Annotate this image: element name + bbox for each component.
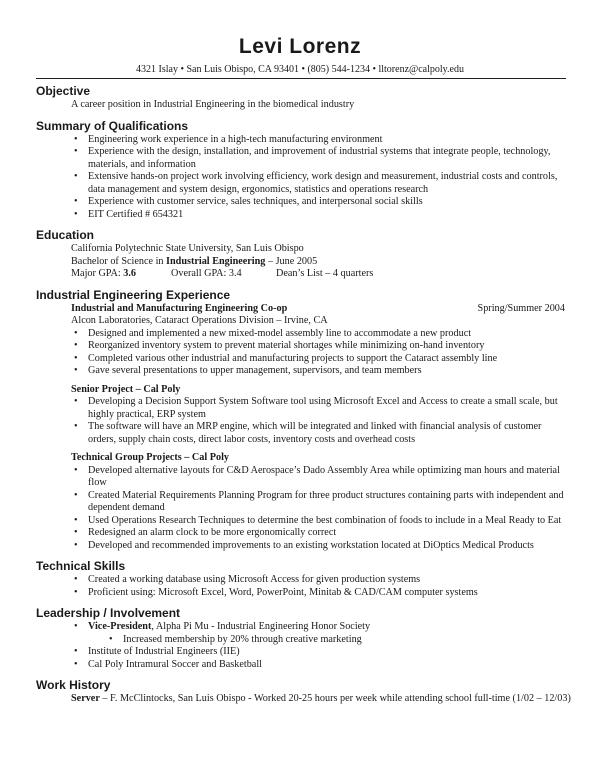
list-item: • Created a working database using Microsoft Access for given production systems bbox=[36, 574, 571, 587]
group-projects-title: Technical Group Projects – Cal Poly bbox=[71, 452, 229, 463]
education-degree bbox=[36, 256, 571, 269]
leadership-list bbox=[36, 621, 571, 671]
group-list bbox=[36, 465, 571, 553]
list-subitem: • Increased membership by 20% through creative marketing bbox=[36, 634, 571, 647]
list-item: • Extensive hands-on project work involving efficiency, work design and measurement, industrial costs and controls, data management and system design, ergonomics, statistics and operations research bbox=[36, 171, 571, 196]
skills-list bbox=[36, 574, 571, 599]
overall-gpa: Overall GPA: 3.4 bbox=[171, 268, 242, 279]
degree-suffix: – June 2005 bbox=[265, 255, 318, 267]
list-item: • Designed and implemented a new mixed-model assembly line to accommodate a new product bbox=[36, 328, 571, 341]
work-role: Server bbox=[71, 693, 100, 704]
work-entry bbox=[36, 693, 571, 706]
summary-list bbox=[36, 134, 571, 222]
section-title-work: Work History bbox=[36, 678, 111, 692]
vp-text: , Alpha Pi Mu - Industrial Engineering Honor Society bbox=[151, 621, 371, 632]
list-item: • Engineering work experience in a high-tech manufacturing environment bbox=[36, 134, 571, 147]
education-school: California Polytechnic State University, San Luis Obispo bbox=[71, 243, 304, 254]
list-item bbox=[36, 621, 571, 634]
major-gpa-value: 3.6 bbox=[123, 268, 136, 279]
list-item: • The software will have an MRP engine, which will be integrated and linked with financial analysis of customer orders, supply chain costs, direct labor costs, inventory costs and overhead costs bbox=[36, 421, 571, 446]
degree-prefix: Bachelor of Science in bbox=[71, 255, 167, 267]
list-item: • Developed and recommended improvements to an existing workstation located at DiOptics Medical Products bbox=[36, 540, 571, 553]
list-item: • Gave several presentations to upper management, supervisors, and team members bbox=[36, 365, 571, 378]
header-divider bbox=[36, 78, 566, 79]
senior-list bbox=[36, 396, 571, 446]
job-date: Spring/Summer 2004 bbox=[477, 302, 565, 314]
list-item: • Developed alternative layouts for C&D Aerospace’s Dado Assembly Area while optimizing man hours and material flow bbox=[36, 465, 571, 490]
list-item: • Developing a Decision Support System Software tool using Microsoft Excel and Access to create a small scale, but highly practical, ERP system bbox=[36, 396, 571, 421]
list-item: • Reorganized inventory system to prevent material shortages while minimizing on-hand inventory bbox=[36, 340, 571, 353]
section-title-objective: Objective bbox=[36, 84, 91, 98]
job-list bbox=[36, 328, 571, 378]
vp-label: Vice-President bbox=[88, 621, 152, 632]
list-item: • Used Operations Research Techniques to determine the best combination of foods to include in a Meal Ready to Eat bbox=[36, 515, 571, 528]
list-item: • Experience with customer service, sales techniques, and interpersonal social skills bbox=[36, 196, 571, 209]
resume-body bbox=[36, 84, 571, 706]
job-company: Alcon Laboratories, Cataract Operations Division – Irvine, CA bbox=[71, 315, 328, 326]
list-item: • Proficient using: Microsoft Excel, Word, PowerPoint, Minitab & CAD/CAM computer systems bbox=[36, 587, 571, 600]
deans-list: Dean’s List – 4 quarters bbox=[276, 268, 374, 279]
section-title-leadership: Leadership / Involvement bbox=[36, 606, 181, 620]
major-gpa bbox=[71, 268, 171, 281]
degree-major: Industrial Engineering bbox=[166, 255, 266, 267]
section-title-education: Education bbox=[36, 228, 95, 242]
job-title: Industrial and Manufacturing Engineering Co-op bbox=[71, 302, 288, 314]
list-item: • Cal Poly Intramural Soccer and Basketball bbox=[36, 659, 571, 672]
list-item: • Experience with the design, installation, and improvement of industrial systems that integrate people, technology, materials, and information bbox=[36, 146, 571, 171]
section-title-experience: Industrial Engineering Experience bbox=[36, 287, 231, 302]
list-item: • Redesigned an alarm clock to be more ergonomically correct bbox=[36, 527, 571, 540]
resume-name: Levi Lorenz bbox=[238, 35, 362, 58]
contact-line: 4321 Islay • San Luis Obispo, CA 93401 • (805) 544-1234 • lltorenz@calpoly.edu bbox=[136, 64, 464, 75]
list-item: • Completed various other industrial and manufacturing projects to support the Cataract assembly line bbox=[36, 353, 571, 366]
list-item: • Institute of Industrial Engineers (IIE) bbox=[36, 646, 571, 659]
major-gpa-label: Major GPA: bbox=[71, 268, 124, 279]
section-title-skills: Technical Skills bbox=[36, 559, 126, 573]
work-text: – F. McClintocks, San Luis Obispo - Worked 20-25 hours per week while attending school full-time (1/02 – 12/03) bbox=[99, 693, 571, 704]
education-gpa-row bbox=[36, 268, 571, 281]
objective-text: A career position in Industrial Engineering in the biomedical industry bbox=[71, 99, 355, 110]
senior-project-title: Senior Project – Cal Poly bbox=[71, 383, 181, 395]
job-header bbox=[36, 303, 571, 316]
list-item: • Created Material Requirements Planning Program for three product structures containing parts with independent and dependent demand bbox=[36, 490, 571, 515]
list-item: • EIT Certified # 654321 bbox=[36, 209, 571, 222]
section-title-summary: Summary of Qualifications bbox=[36, 118, 189, 133]
